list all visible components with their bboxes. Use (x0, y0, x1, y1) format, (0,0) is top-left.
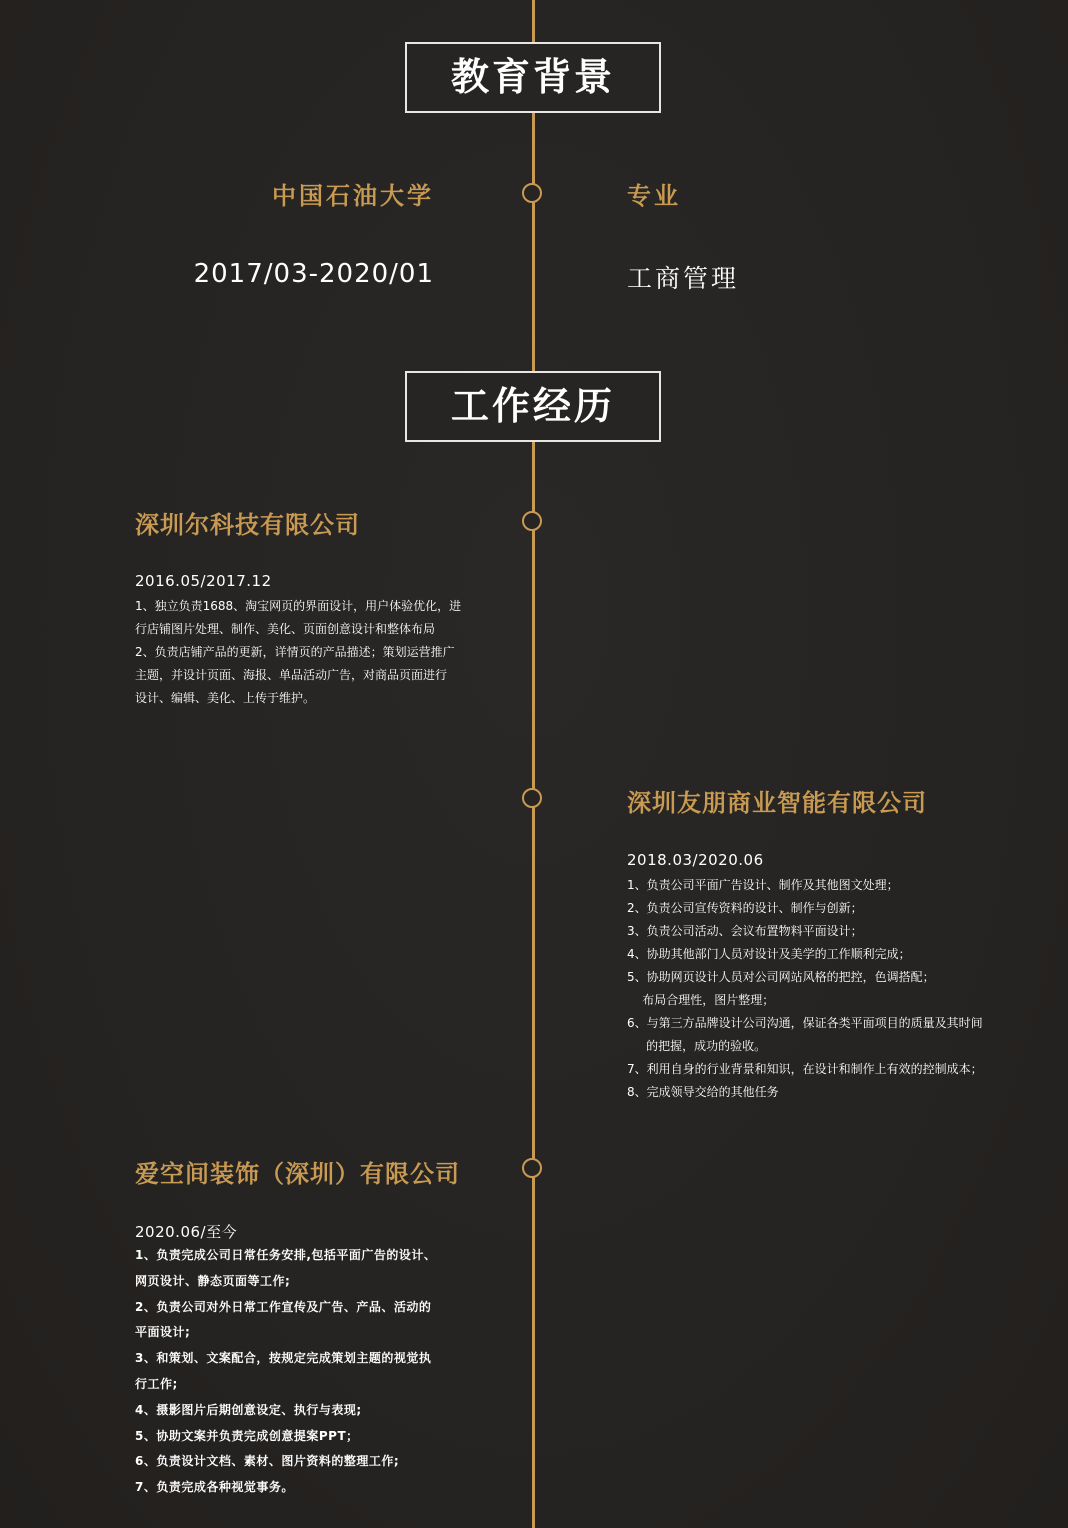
duty-item: 主题，并设计页面、海报、单品活动广告，对商品页面进行 (135, 668, 448, 682)
duty-item: 行店铺图片处理、制作、美化、页面创意设计和整体布局 (135, 622, 436, 636)
duty-item: 行工作; (135, 1376, 178, 1391)
duty-item: 2、负责店铺产品的更新，详情页的产品描述；策划运营推广 (135, 645, 455, 659)
duty-item: 7、利用自身的行业背景和知识，在设计和制作上有效的控制成本； (627, 1062, 983, 1076)
duty-item: 3、负责公司活动、会议布置物料平面设计； (627, 924, 863, 938)
duty-item: 1、负责公司平面广告设计、制作及其他图文处理； (627, 878, 899, 892)
duty-item: 6、与第三方品牌设计公司沟通，保证各类平面项目的质量及其时间 (627, 1016, 983, 1030)
timeline-node-education (522, 183, 542, 203)
duty-item: 5、协助文案并负责完成创意提案PPT； (135, 1428, 359, 1443)
duty-item: 设计、编辑、美化、上传于维护。 (135, 691, 316, 705)
job-1-period: 2016.05/2017.12 (135, 572, 272, 590)
duty-item: 6、负责设计文档、素材、图片资料的整理工作; (135, 1454, 400, 1469)
duty-item: 布局合理性，图片整理； (627, 993, 775, 1007)
major-label: 专业 (627, 182, 681, 210)
timeline-node-job-3 (522, 1158, 542, 1178)
job-3-duties (135, 1243, 436, 1501)
duty-item: 8、完成领导交给的其他任务 (627, 1085, 779, 1099)
duty-item: 网页设计、静态页面等工作; (135, 1273, 291, 1288)
work-heading: 工作经历 (405, 371, 661, 442)
job-2-company: 深圳友朋商业智能有限公司 (627, 789, 927, 817)
school-name: 中国石油大学 (272, 182, 434, 210)
job-1-company: 深圳尔科技有限公司 (135, 511, 360, 539)
education-heading: 教育背景 (405, 42, 661, 113)
duty-item: 1、独立负责1688、淘宝网页的界面设计，用户体验优化，进 (135, 599, 462, 613)
duty-item: 4、协助其他部门人员对设计及美学的工作顺利完成； (627, 947, 911, 961)
duty-item: 2、负责公司对外日常工作宣传及广告、产品、活动的 (135, 1299, 432, 1314)
duty-item: 4、摄影图片后期创意设定、执行与表现; (135, 1402, 362, 1417)
major-value: 工商管理 (627, 264, 740, 293)
timeline-node-job-2 (522, 788, 542, 808)
duty-item: 3、和策划、文案配合，按规定完成策划主题的视觉执 (135, 1351, 432, 1366)
job-3-period: 2020.06/至今 (135, 1223, 238, 1241)
duty-item: 5、协助网页设计人员对公司网站风格的把控，色调搭配； (627, 970, 935, 984)
job-3-company: 爱空间装饰（深圳）有限公司 (135, 1160, 460, 1188)
duty-item: 的把握，成功的验收。 (627, 1039, 767, 1053)
duty-item: 7、负责完成各种视觉事务。 (135, 1480, 294, 1495)
job-1-duties (135, 595, 461, 710)
job-2-duties (627, 874, 983, 1104)
duty-item: 平面设计; (135, 1325, 191, 1340)
job-2-period: 2018.03/2020.06 (627, 851, 764, 869)
duty-item: 1、负责完成公司日常任务安排,包括平面广告的设计、 (135, 1248, 437, 1262)
timeline-node-job-1 (522, 511, 542, 531)
education-period: 2017/03-2020/01 (193, 259, 434, 289)
timeline-line (532, 0, 535, 1528)
duty-item: 2、负责公司宣传资料的设计、制作与创新； (627, 901, 863, 915)
